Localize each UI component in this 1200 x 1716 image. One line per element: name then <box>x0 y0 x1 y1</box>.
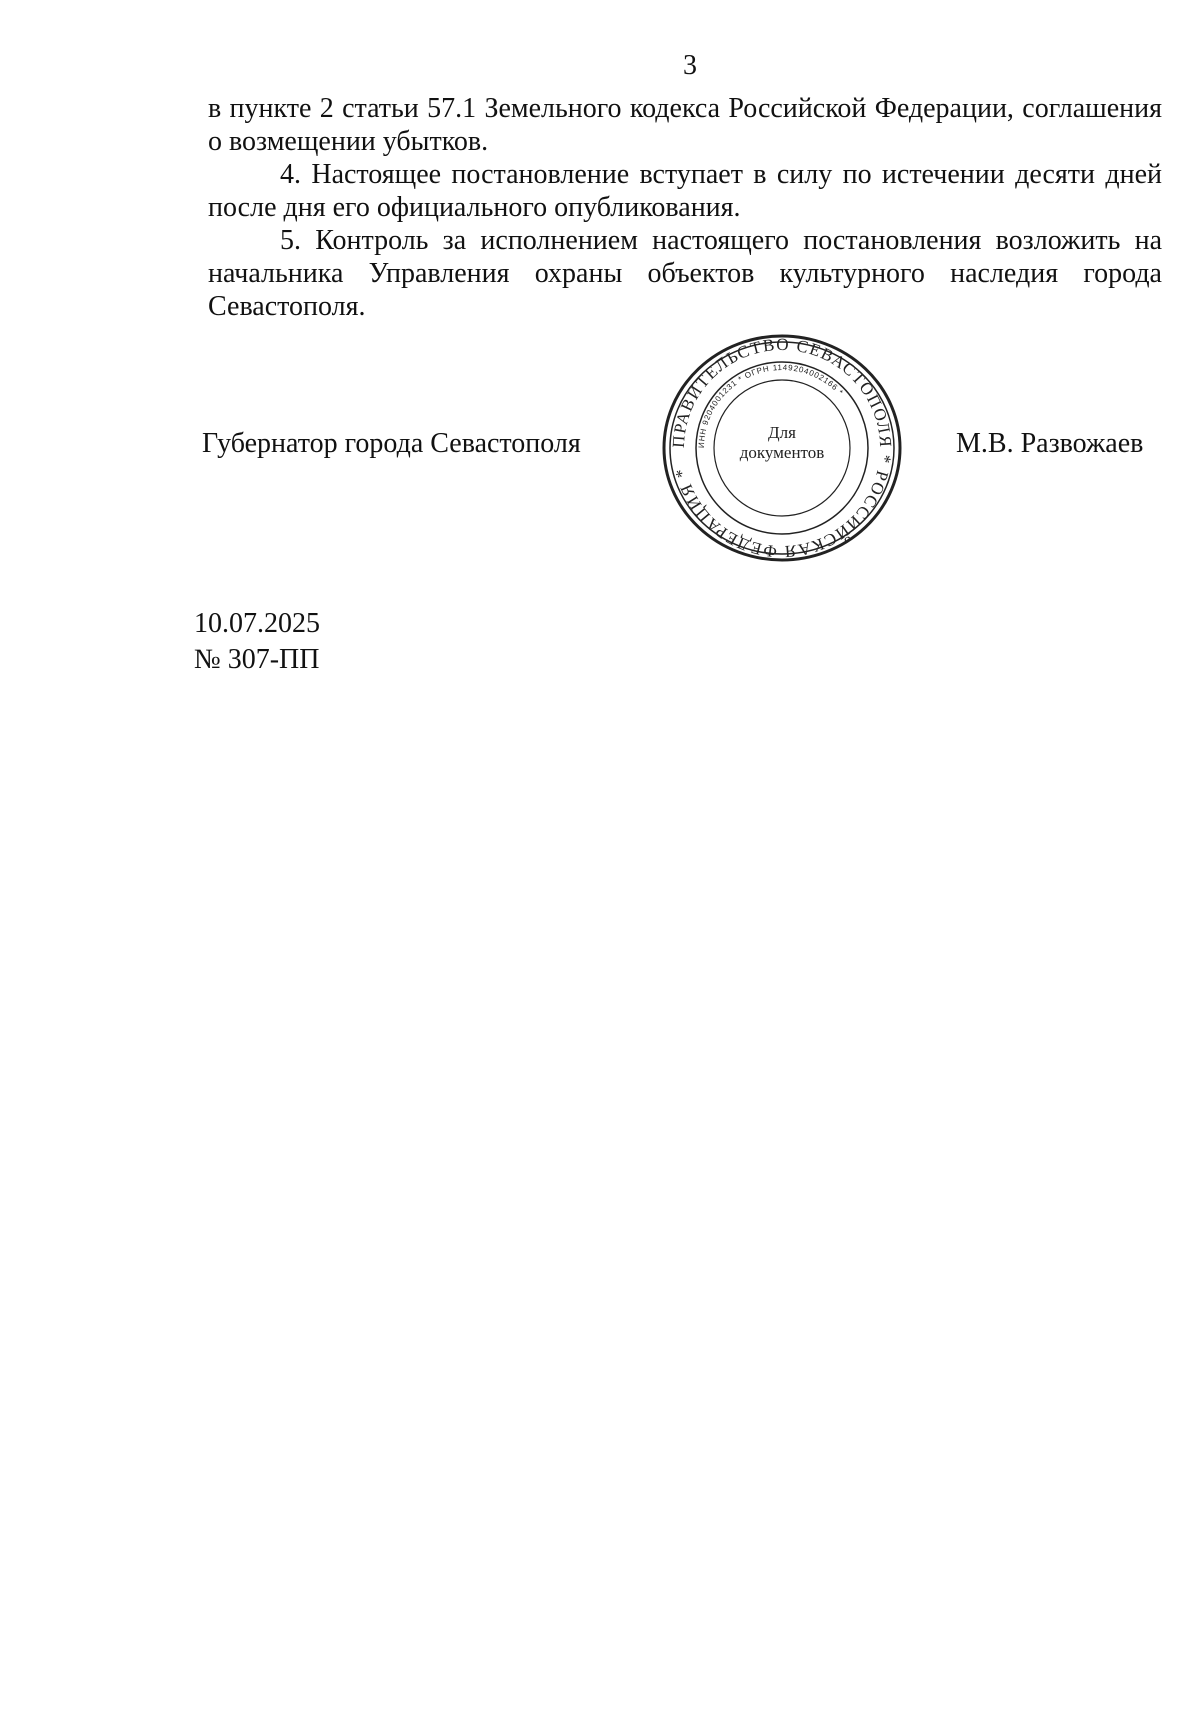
paragraph-item-5: 5. Контроль за исполнением настоящего постановления возложить на начальника Управления охраны объектов культурного наследия города Севастополя. <box>208 225 1162 322</box>
document-number: № 307-ПП <box>194 644 320 675</box>
signatory-name: М.В. Развожаев <box>956 428 1144 459</box>
signatory-title: Губернатор города Севастополя <box>202 428 581 459</box>
paragraph-item-4: 4. Настоящее постановление вступает в силу по истечении десяти дней после дня его официального опубликования. <box>208 159 1162 223</box>
document-body <box>208 92 1162 323</box>
seal-center-line-2: документов <box>739 443 825 462</box>
seal-center-line-1: Для <box>768 423 796 442</box>
page-number: 3 <box>683 50 697 81</box>
seal-outer-text: ПРАВИТЕЛЬСТВО СЕВАСТОПОЛЯ * РОССИЙСКАЯ ФЕДЕРАЦИЯ * <box>668 334 896 562</box>
document-date: 10.07.2025 <box>194 608 320 639</box>
seal-inner-text: ИНН 9204001231 * ОГРН 1149204002166 * <box>696 362 846 449</box>
paragraph-continuation: в пункте 2 статьи 57.1 Земельного кодекса Российской Федерации, соглашения о возмещении убытков. <box>208 93 1162 157</box>
official-seal <box>661 333 903 563</box>
